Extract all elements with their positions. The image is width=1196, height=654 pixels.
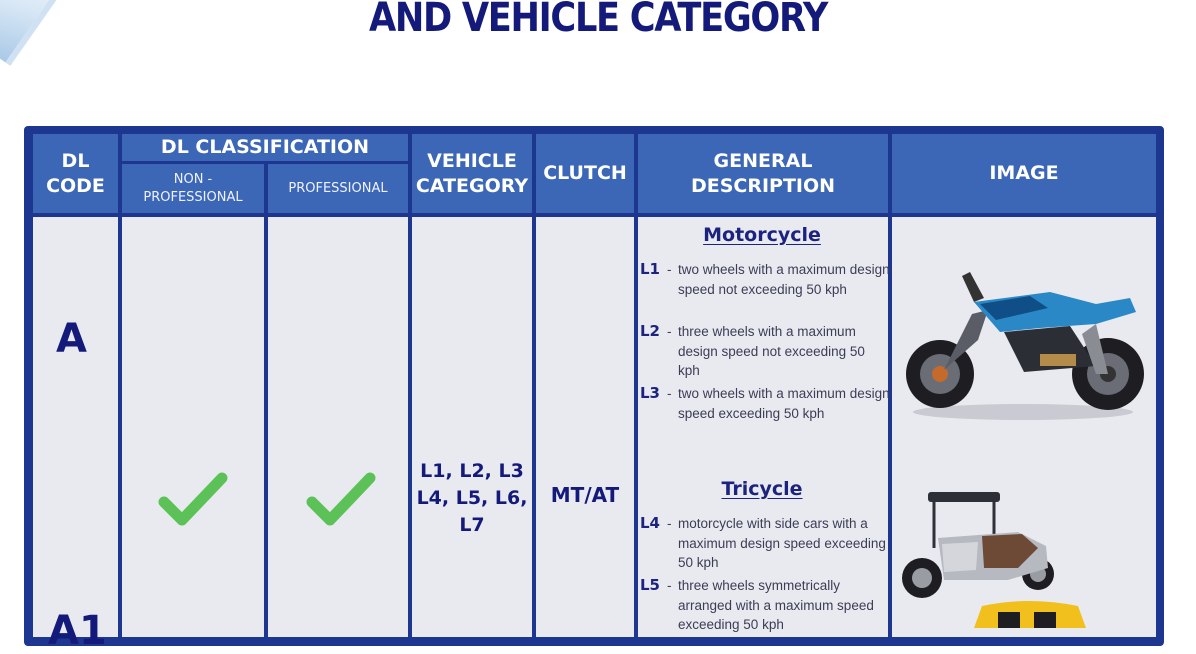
vehicle-category-value: L1, L2, L3 L4, L5, L6, L7 — [416, 460, 528, 536]
description-item: L5 - three wheels symmetrically arranged with a maximum speed exceeding 50 kph — [640, 576, 890, 635]
tricycle-yellow-image — [968, 600, 1092, 628]
category-code: L1 — [640, 260, 660, 278]
cell-professional — [268, 217, 408, 637]
category-code: L2 — [640, 322, 660, 340]
category-code: L3 — [640, 384, 660, 402]
section-title-motorcycle: Motorcycle — [703, 224, 821, 246]
dl-code-a1: A1 — [48, 608, 107, 654]
header-dl-classification: DL CLASSIFICATION — [122, 134, 408, 161]
cell-dl-code — [33, 217, 118, 637]
description-item: L4 - motorcycle with side cars with a maximum design speed exceeding 50 kph — [640, 514, 890, 573]
section-title-tricycle: Tricycle — [721, 478, 803, 500]
corner-decoration — [0, 0, 73, 66]
header-professional: PROFESSIONAL — [268, 164, 408, 213]
header-vehicle-category: VEHICLE CATEGORY — [412, 134, 532, 213]
header-non-professional: NON - PROFESSIONAL — [122, 164, 264, 213]
check-icon — [306, 470, 376, 530]
category-text: two wheels with a maximum design speed exceeding 50 kph — [678, 386, 890, 421]
tricycle-image — [898, 488, 1058, 602]
check-icon — [158, 470, 228, 530]
description-item: L2 - three wheels with a maximum design speed not exceeding 50 kph — [640, 322, 890, 381]
motorcycle-image — [900, 262, 1146, 422]
header-general-description: GENERAL DESCRIPTION — [638, 134, 888, 213]
category-text: motorcycle with side cars with a maximum design speed exceeding 50 kph — [678, 516, 886, 570]
cell-vehicle-category — [412, 217, 532, 637]
page-title: AND VEHICLE CATEGORY — [368, 0, 828, 41]
category-text: three wheels symmetrically arranged with a maximum speed exceeding 50 kph — [678, 578, 874, 632]
header-image: IMAGE — [892, 134, 1156, 213]
description-item: L1 - two wheels with a maximum design speed not exceeding 50 kph — [640, 260, 890, 299]
category-text: three wheels with a maximum design speed not exceeding 50 kph — [678, 324, 865, 378]
dl-code-a: A — [56, 316, 87, 362]
category-text: two wheels with a maximum design speed not exceeding 50 kph — [678, 262, 890, 297]
category-code: L4 — [640, 514, 660, 532]
clutch-value: MT/AT — [550, 483, 620, 507]
description-item: L3 - two wheels with a maximum design speed exceeding 50 kph — [640, 384, 890, 423]
header-dl-code: DL CODE — [33, 134, 118, 213]
header-clutch: CLUTCH — [536, 134, 634, 213]
cell-clutch — [536, 217, 634, 637]
category-code: L5 — [640, 576, 660, 594]
cell-non-professional — [122, 217, 264, 637]
